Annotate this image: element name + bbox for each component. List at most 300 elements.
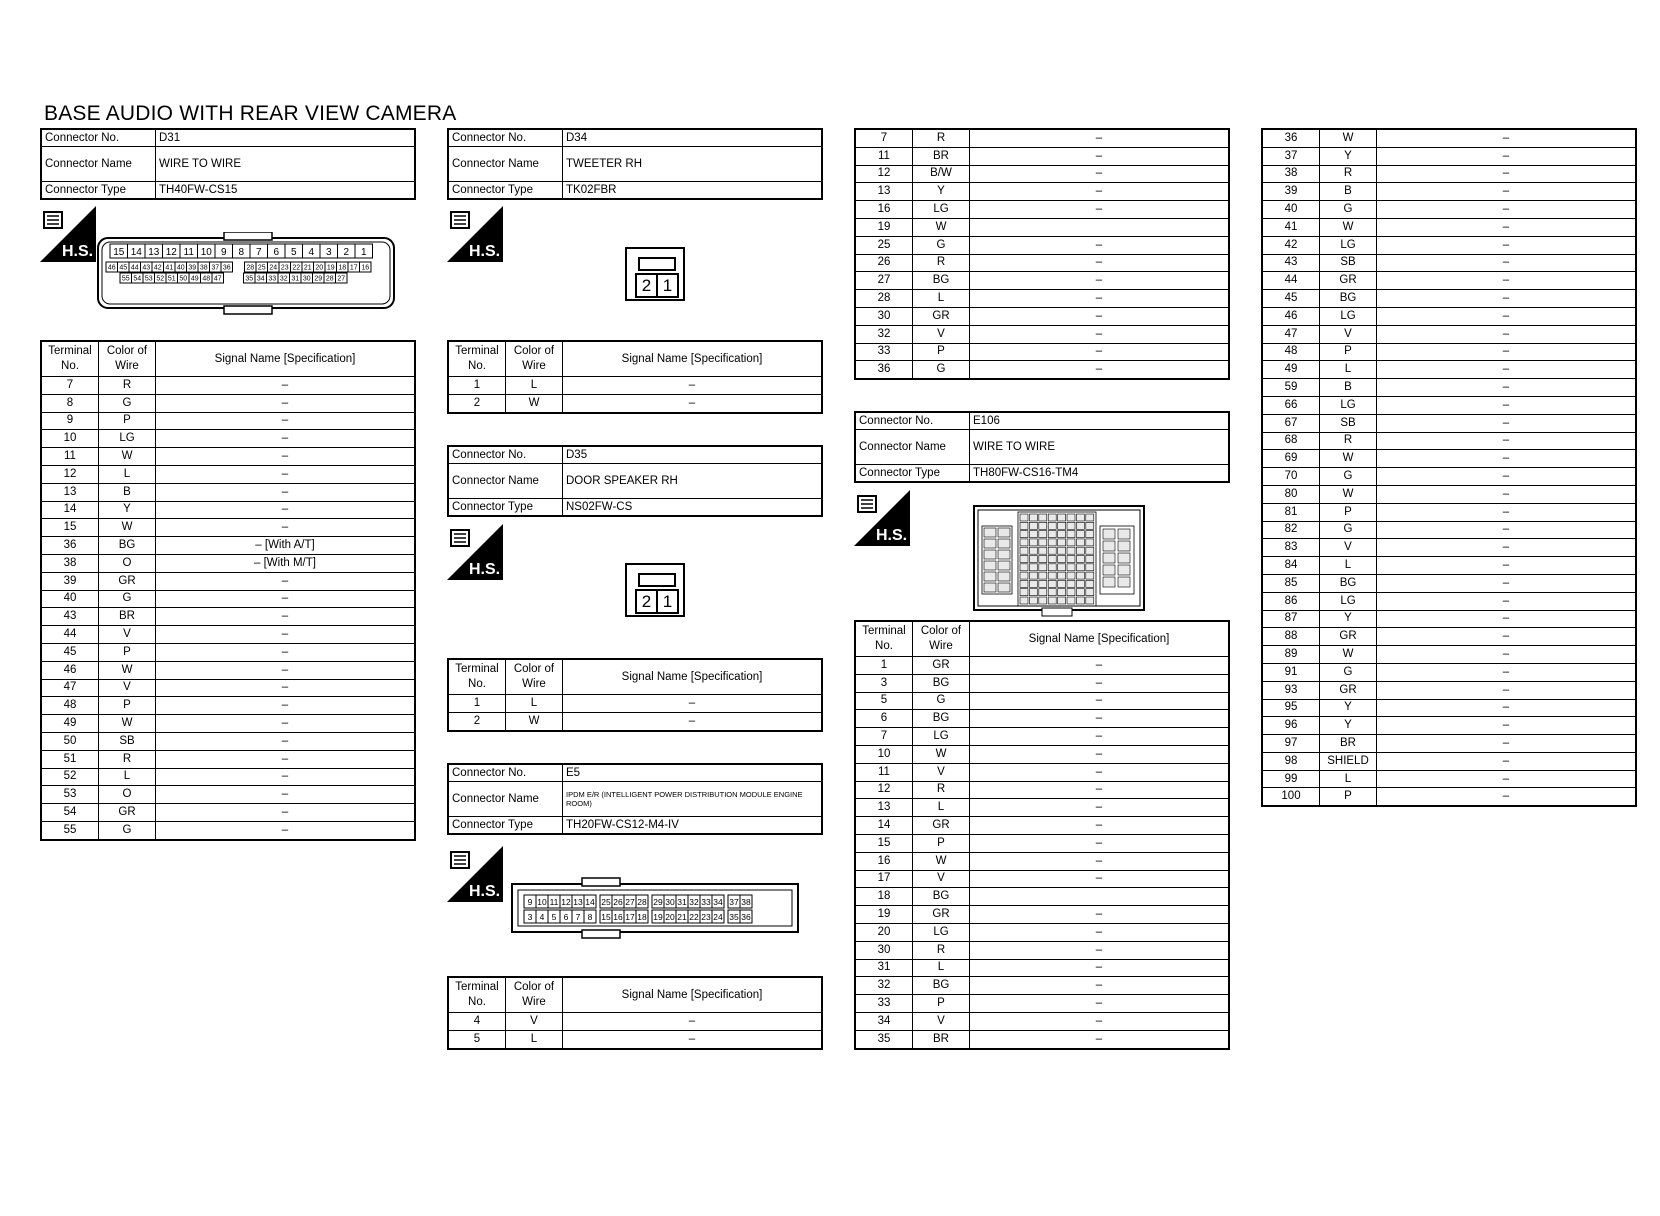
hs-icon — [40, 206, 96, 262]
wire-color-cell: L — [506, 377, 563, 395]
pin-number: 18 — [637, 911, 647, 922]
wire-color-cell: R — [913, 129, 970, 147]
wire-color-cell: LG — [913, 728, 970, 746]
terminal-no-header: Terminal No. — [855, 621, 913, 657]
signal-name-cell: – — [970, 674, 1230, 692]
table-row — [41, 590, 415, 608]
table-row — [1262, 503, 1636, 521]
pin-number: 7 — [255, 247, 262, 258]
terminal-no-cell: 41 — [1262, 218, 1320, 236]
table-row — [1262, 610, 1636, 628]
table-row — [1262, 254, 1636, 272]
table-row — [855, 923, 1229, 941]
terminal-no-cell: 68 — [1262, 432, 1320, 450]
pin-number: 6 — [273, 247, 280, 258]
signal-table-continued — [854, 128, 1230, 380]
wire-color-cell: W — [913, 218, 970, 236]
wire-color-cell: G — [99, 821, 156, 839]
connector-info-d35 — [447, 445, 823, 517]
pin-number: 28 — [246, 264, 255, 272]
connector-no-label: Connector No. — [855, 412, 970, 430]
terminal-no-cell: 2 — [448, 394, 506, 412]
wire-color-cell: P — [913, 995, 970, 1013]
pin-cavity — [1029, 531, 1037, 538]
pin-cavity — [1048, 547, 1056, 554]
terminal-no-cell: 19 — [855, 218, 913, 236]
signal-name-cell: – — [1377, 325, 1637, 343]
connector-name-value: TWEETER RH — [563, 147, 823, 182]
column-3-e106 — [854, 411, 1230, 483]
wire-color-cell: BR — [913, 147, 970, 165]
signal-table-e5 — [447, 976, 823, 1050]
pin-number: 22 — [689, 911, 699, 922]
signal-name-cell: – — [1377, 396, 1637, 414]
terminal-no-cell: 44 — [41, 626, 99, 644]
signal-name-cell: – — [1377, 699, 1637, 717]
connector-no-label: Connector No. — [448, 764, 563, 782]
signal-name-cell: – — [563, 394, 823, 412]
pin-number: 44 — [130, 264, 139, 272]
wire-color-cell: R — [913, 254, 970, 272]
signal-name-cell: – — [970, 799, 1230, 817]
terminal-no-cell: 11 — [855, 763, 913, 781]
signal-name-cell: – — [970, 781, 1230, 799]
table-row — [1262, 646, 1636, 664]
pin-number: 12 — [165, 247, 177, 258]
table-row — [41, 750, 415, 768]
pin-number: 14 — [585, 896, 595, 907]
terminal-no-cell: 5 — [448, 1030, 506, 1048]
wire-color-cell: LG — [913, 201, 970, 219]
pin-number: 35 — [245, 275, 254, 283]
pin-cavity — [1067, 539, 1075, 546]
pin-number: 35 — [729, 911, 739, 922]
signal-name-cell: – — [563, 377, 823, 395]
signal-name-cell: – — [970, 129, 1230, 147]
signal-name-cell: – — [156, 572, 416, 590]
wire-color-cell: R — [1320, 165, 1377, 183]
signal-name-cell: – — [156, 519, 416, 537]
terminal-no-cell: 16 — [855, 201, 913, 219]
signal-name-cell — [970, 888, 1230, 906]
signal-name-cell: – — [970, 361, 1230, 379]
table-row — [41, 412, 415, 430]
terminal-no-cell: 95 — [1262, 699, 1320, 717]
signal-name-cell: – — [1377, 290, 1637, 308]
pin-number: 4 — [308, 247, 315, 258]
terminal-no-cell: 30 — [855, 307, 913, 325]
pin-cavity — [1058, 539, 1066, 546]
terminal-no-cell: 27 — [855, 272, 913, 290]
terminal-no-cell: 13 — [855, 183, 913, 201]
pin-cavity — [1039, 597, 1047, 604]
terminal-no-cell: 67 — [1262, 414, 1320, 432]
signal-name-cell: – — [1377, 201, 1637, 219]
pin-cavity — [984, 528, 996, 537]
signal-name-cell: – — [970, 959, 1230, 977]
terminal-no-cell: 7 — [855, 129, 913, 147]
table-row — [448, 394, 822, 412]
wire-color-cell: P — [1320, 503, 1377, 521]
pin-cavity — [1058, 547, 1066, 554]
pin-number: 33 — [701, 896, 711, 907]
table-row — [855, 147, 1229, 165]
signal-name-cell: – — [1377, 450, 1637, 468]
pin-number: 45 — [119, 264, 128, 272]
pin-cavity — [1086, 556, 1094, 563]
terminal-no-cell: 33 — [855, 995, 913, 1013]
terminal-no-cell: 43 — [1262, 254, 1320, 272]
wire-color-cell: L — [99, 465, 156, 483]
pin-number: 6 — [563, 911, 569, 922]
terminal-no-cell: 81 — [1262, 503, 1320, 521]
pin-cavity — [1086, 589, 1094, 596]
wire-color-cell: L — [506, 1030, 563, 1048]
pin-cavity — [1048, 514, 1056, 521]
signal-table-d35 — [447, 658, 823, 732]
wire-color-cell: GR — [913, 657, 970, 675]
terminal-no-cell: 30 — [855, 941, 913, 959]
terminal-no-cell: 83 — [1262, 539, 1320, 557]
wire-color-cell: B — [99, 483, 156, 501]
pin-number: 10 — [537, 896, 547, 907]
wire-color-cell: L — [913, 959, 970, 977]
wire-color-cell: GR — [1320, 272, 1377, 290]
column-2-d35 — [447, 445, 823, 517]
pin-number: 40 — [176, 264, 185, 272]
terminal-no-cell: 13 — [41, 483, 99, 501]
wire-color-cell: G — [1320, 201, 1377, 219]
pin-cavity — [1039, 580, 1047, 587]
pin-cavity — [1029, 539, 1037, 546]
terminal-no-cell: 28 — [855, 290, 913, 308]
terminal-no-cell: 87 — [1262, 610, 1320, 628]
pin-cavity — [1048, 597, 1056, 604]
terminal-no-cell: 36 — [41, 537, 99, 555]
column-1 — [40, 128, 416, 200]
table-row — [41, 608, 415, 626]
wire-color-cell: V — [913, 870, 970, 888]
connector-info-d31 — [40, 128, 416, 200]
table-row — [41, 501, 415, 519]
pin-number: 27 — [625, 896, 635, 907]
wire-color-cell: W — [99, 661, 156, 679]
terminal-no-cell: 98 — [1262, 752, 1320, 770]
pin-cavity — [1029, 556, 1037, 563]
terminal-no-header: Terminal No. — [448, 659, 506, 695]
pin-number: 11 — [549, 896, 559, 907]
wire-color-cell: G — [99, 394, 156, 412]
pin-cavity — [1020, 539, 1028, 546]
pin-cavity — [1048, 539, 1056, 546]
terminal-no-cell: 12 — [855, 165, 913, 183]
wire-color-cell: BG — [913, 977, 970, 995]
table-row — [1262, 681, 1636, 699]
terminal-no-cell: 32 — [855, 977, 913, 995]
wire-color-cell: BR — [913, 1030, 970, 1048]
pin-cavity — [1020, 597, 1028, 604]
table-row — [1262, 628, 1636, 646]
pin-cavity — [1020, 514, 1028, 521]
pin-number: 36 — [741, 911, 751, 922]
wire-color-cell: LG — [1320, 236, 1377, 254]
signal-name-cell: – — [1377, 236, 1637, 254]
terminal-no-cell: 3 — [855, 674, 913, 692]
signal-name-cell: – — [970, 995, 1230, 1013]
wire-color-cell: V — [913, 1012, 970, 1030]
signal-name-cell: – — [156, 821, 416, 839]
terminal-no-cell: 47 — [1262, 325, 1320, 343]
pin-number: 28 — [637, 896, 647, 907]
connector-name-label: Connector Name — [448, 464, 563, 499]
wire-color-cell: W — [99, 448, 156, 466]
table-row — [855, 710, 1229, 728]
wire-color-cell: O — [99, 554, 156, 572]
pin-cavity — [1039, 564, 1047, 571]
pin-cavity — [1118, 565, 1130, 575]
signal-name-cell: – — [156, 661, 416, 679]
signal-name-cell: – — [970, 906, 1230, 924]
wire-color-cell: GR — [1320, 628, 1377, 646]
connector-info-e106 — [854, 411, 1230, 483]
table-row — [1262, 557, 1636, 575]
wire-color-cell: R — [1320, 432, 1377, 450]
table-row — [1262, 752, 1636, 770]
signal-name-cell: – — [970, 834, 1230, 852]
wire-color-cell: Y — [1320, 717, 1377, 735]
signal-name-header: Signal Name [Specification] — [563, 977, 823, 1013]
pin-number: 16 — [361, 264, 370, 272]
terminal-no-cell: 1 — [448, 377, 506, 395]
pin-cavity — [1067, 514, 1075, 521]
signal-name-cell: – — [1377, 610, 1637, 628]
pin-cavity — [984, 550, 996, 559]
wire-color-cell: GR — [99, 572, 156, 590]
wire-color-cell: V — [1320, 325, 1377, 343]
column-2-d34-signal — [447, 340, 823, 414]
color-of-wire-header: Color of Wire — [913, 621, 970, 657]
table-row — [855, 290, 1229, 308]
hs-icon — [447, 524, 503, 580]
pin-cavity — [1029, 514, 1037, 521]
signal-name-cell: – — [1377, 129, 1637, 147]
table-row — [1262, 592, 1636, 610]
table-row — [855, 852, 1229, 870]
table-row — [1262, 325, 1636, 343]
pin-number: 25 — [601, 896, 611, 907]
pin-cavity — [1103, 541, 1115, 551]
wire-color-cell: L — [1320, 770, 1377, 788]
signal-name-header: Signal Name [Specification] — [563, 659, 823, 695]
connector-type-value: TH80FW-CS16-TM4 — [970, 465, 1230, 483]
signal-name-cell: – — [1377, 183, 1637, 201]
wire-color-cell: W — [1320, 646, 1377, 664]
pin-cavity — [1076, 572, 1084, 579]
pin-cavity — [1076, 580, 1084, 587]
table-row — [41, 768, 415, 786]
terminal-no-cell: 11 — [855, 147, 913, 165]
signal-name-cell: – — [1377, 735, 1637, 753]
table-row — [1262, 129, 1636, 147]
pin-cavity — [1020, 580, 1028, 587]
page-title: BASE AUDIO WITH REAR VIEW CAMERA — [44, 102, 457, 125]
signal-name-cell: – — [1377, 165, 1637, 183]
pin-cavity — [1029, 589, 1037, 596]
pin-cavity — [1086, 514, 1094, 521]
wire-color-cell: W — [1320, 450, 1377, 468]
table-row — [855, 1030, 1229, 1048]
pin-number: 12 — [561, 896, 571, 907]
terminal-no-cell: 20 — [855, 923, 913, 941]
wire-color-cell: G — [1320, 468, 1377, 486]
terminal-no-cell: 54 — [41, 804, 99, 822]
pin-number: 54 — [133, 275, 142, 283]
wire-color-cell: SB — [99, 732, 156, 750]
pin-2: 2 — [635, 273, 658, 298]
connector-face-d35 — [625, 563, 685, 617]
hs-label: H.S. — [469, 883, 501, 900]
table-row — [1262, 414, 1636, 432]
signal-table-e106 — [854, 620, 1230, 1050]
pin-number: 27 — [337, 275, 346, 283]
hs-icon — [447, 206, 503, 262]
table-row — [1262, 770, 1636, 788]
pin-cavity — [998, 539, 1010, 548]
terminal-no-cell: 5 — [855, 692, 913, 710]
table-row — [1262, 663, 1636, 681]
table-row — [41, 448, 415, 466]
pin-cavity — [1048, 572, 1056, 579]
pin-cavity — [1020, 572, 1028, 579]
signal-name-cell: – — [970, 728, 1230, 746]
pin-number: 14 — [130, 247, 142, 258]
wire-color-cell: G — [99, 590, 156, 608]
pin-cavity — [1048, 564, 1056, 571]
terminal-no-cell: 38 — [1262, 165, 1320, 183]
signal-table-d31 — [40, 340, 416, 841]
pin-cavity — [1067, 589, 1075, 596]
terminal-no-cell: 7 — [855, 728, 913, 746]
terminal-no-cell: 25 — [855, 236, 913, 254]
pin-cavity — [1039, 556, 1047, 563]
pin-cavity — [998, 550, 1010, 559]
pin-cavity — [1086, 580, 1094, 587]
pin-cavity — [1020, 547, 1028, 554]
wire-color-cell: G — [1320, 663, 1377, 681]
pin-number: 30 — [665, 896, 675, 907]
pin-number: 41 — [165, 264, 174, 272]
table-row — [855, 657, 1229, 675]
wire-color-cell: R — [913, 941, 970, 959]
pin-cavity — [1058, 580, 1066, 587]
pin-cavity — [1076, 589, 1084, 596]
terminal-no-cell: 96 — [1262, 717, 1320, 735]
table-row — [855, 728, 1229, 746]
signal-name-cell: – — [1377, 218, 1637, 236]
pin-cavity — [984, 572, 996, 581]
signal-name-cell: – — [156, 786, 416, 804]
table-row — [855, 959, 1229, 977]
table-row — [855, 218, 1229, 236]
table-row — [1262, 450, 1636, 468]
pin-cavity — [1058, 531, 1066, 538]
terminal-no-cell: 88 — [1262, 628, 1320, 646]
table-row — [855, 254, 1229, 272]
wire-color-cell: O — [99, 786, 156, 804]
wire-color-cell: L — [99, 768, 156, 786]
pin-number: 52 — [156, 275, 165, 283]
pin-cavity — [1103, 577, 1115, 587]
column-1-signal — [40, 340, 416, 841]
terminal-no-cell: 89 — [1262, 646, 1320, 664]
pin-cavity — [1048, 580, 1056, 587]
signal-name-cell: – — [970, 236, 1230, 254]
table-row — [41, 483, 415, 501]
pin-number: 8 — [587, 911, 593, 922]
table-row — [855, 941, 1229, 959]
pin-number: 9 — [220, 247, 227, 258]
pin-number: 38 — [741, 896, 751, 907]
wire-color-cell: P — [1320, 343, 1377, 361]
pin-number: 21 — [677, 911, 687, 922]
signal-name-cell: – — [1377, 254, 1637, 272]
signal-name-cell: – — [156, 608, 416, 626]
table-row — [855, 361, 1229, 379]
wire-color-cell: V — [913, 763, 970, 781]
signal-name-cell: – — [970, 692, 1230, 710]
terminal-no-cell: 17 — [855, 870, 913, 888]
pin-cavity — [1076, 547, 1084, 554]
table-row — [1262, 717, 1636, 735]
terminal-no-cell: 46 — [1262, 307, 1320, 325]
signal-name-cell: – — [1377, 414, 1637, 432]
pin-cavity — [1086, 531, 1094, 538]
column-2-e5-signal — [447, 976, 823, 1050]
table-row — [41, 679, 415, 697]
signal-name-cell: – — [1377, 770, 1637, 788]
signal-name-cell: – — [1377, 147, 1637, 165]
pin-cavity — [1058, 556, 1066, 563]
terminal-no-cell: 12 — [41, 465, 99, 483]
signal-name-cell: – [With M/T] — [156, 554, 416, 572]
terminal-no-cell: 47 — [41, 679, 99, 697]
connector-name-value: WIRE TO WIRE — [970, 430, 1230, 465]
pin-cavity — [1039, 514, 1047, 521]
signal-name-cell: – — [1377, 307, 1637, 325]
signal-name-cell: – — [1377, 574, 1637, 592]
table-row — [855, 817, 1229, 835]
signal-name-cell: – — [156, 626, 416, 644]
pin-cavity — [1029, 522, 1037, 529]
wire-color-cell: W — [913, 852, 970, 870]
pin-number: 18 — [338, 264, 347, 272]
column-2-d34 — [447, 128, 823, 200]
terminal-no-cell: 50 — [41, 732, 99, 750]
signal-table-continued-2 — [1261, 128, 1637, 807]
wire-color-cell: BG — [913, 888, 970, 906]
table-row — [855, 1012, 1229, 1030]
connector-name-label: Connector Name — [41, 147, 156, 182]
signal-name-cell — [970, 218, 1230, 236]
pin-number: 23 — [280, 264, 289, 272]
terminal-no-header: Terminal No. — [41, 341, 99, 377]
pin-number: 15 — [113, 247, 125, 258]
signal-name-cell: – — [970, 183, 1230, 201]
signal-name-cell: – — [156, 697, 416, 715]
wire-color-cell: P — [99, 412, 156, 430]
pin-number: 8 — [238, 247, 245, 258]
connector-face-e106 — [972, 502, 1148, 618]
